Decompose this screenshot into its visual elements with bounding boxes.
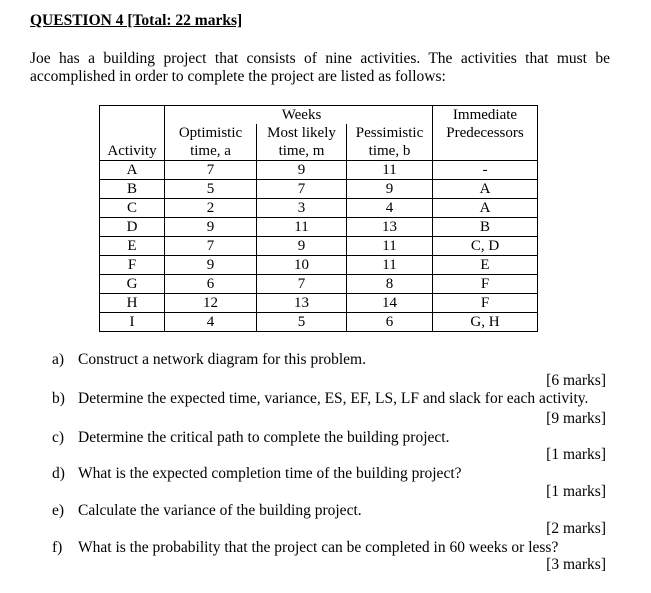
question-a <box>52 351 366 369</box>
optimistic-cell: 7 <box>165 161 257 180</box>
table-row <box>100 161 538 180</box>
question-d-marks: [1 marks] <box>546 483 606 500</box>
weeks-header-blank-right <box>347 106 433 125</box>
question-f-marks: [3 marks] <box>546 556 606 573</box>
pessimistic-header-2 <box>347 142 433 161</box>
immediate-header: Immediate <box>433 106 538 125</box>
weeks-header-blank-left <box>165 106 257 125</box>
pessimistic-cell: 11 <box>347 161 433 180</box>
predecessor-cell: F <box>433 294 538 313</box>
table-row <box>100 218 538 237</box>
question-e-marks: [2 marks] <box>546 520 606 537</box>
activity-cell: B <box>100 180 165 199</box>
pessimistic-cell: 11 <box>347 237 433 256</box>
most-likely-header-2-text: time, m <box>278 143 325 159</box>
optimistic-cell: 6 <box>165 275 257 294</box>
predecessor-cell: F <box>433 275 538 294</box>
most-likely-cell: 7 <box>257 180 347 199</box>
optimistic-cell: 7 <box>165 237 257 256</box>
most-likely-cell: 9 <box>257 161 347 180</box>
activity-cell: H <box>100 294 165 313</box>
pessimistic-header-1: Pessimistic <box>347 124 433 142</box>
most-likely-cell: 7 <box>257 275 347 294</box>
pessimistic-cell: 4 <box>347 199 433 218</box>
activity-cell: I <box>100 313 165 332</box>
question-text: Determine the critical path to complete the building project. <box>78 429 450 446</box>
pessimistic-header-2-text: time, b <box>368 143 411 159</box>
optimistic-cell: 9 <box>165 256 257 275</box>
predecessor-cell: A <box>433 180 538 199</box>
question-text: Determine the expected time, variance, ES, EF, LS, LF and slack for each activity. <box>78 390 589 407</box>
question-e <box>52 502 362 520</box>
pessimistic-cell: 9 <box>347 180 433 199</box>
activity-cell: E <box>100 237 165 256</box>
most-likely-cell: 9 <box>257 237 347 256</box>
predecessor-cell: - <box>433 161 538 180</box>
activity-cell: A <box>100 161 165 180</box>
optimistic-header-2 <box>165 142 257 161</box>
pessimistic-cell: 11 <box>347 256 433 275</box>
question-f <box>52 539 558 557</box>
intro-paragraph: Joe has a building project that consists of nine activities. The activities that must be accomplished in order to complete the project are listed as follows: <box>30 50 610 85</box>
question-label: f) <box>52 539 63 556</box>
activity-cell: C <box>100 199 165 218</box>
activity-cell: F <box>100 256 165 275</box>
table-row <box>100 294 538 313</box>
table-row <box>100 256 538 275</box>
most-likely-header-2 <box>257 142 347 161</box>
predecessor-cell: G, H <box>433 313 538 332</box>
question-text: Calculate the variance of the building project. <box>78 502 362 519</box>
table-row <box>100 237 538 256</box>
activity-cell: D <box>100 218 165 237</box>
predecessor-cell: B <box>433 218 538 237</box>
predecessor-cell: A <box>433 199 538 218</box>
question-label: d) <box>52 465 65 482</box>
weeks-header: Weeks <box>257 106 347 125</box>
question-a-marks: [6 marks] <box>546 372 606 389</box>
activity-header-blank <box>100 106 165 125</box>
activity-cell: G <box>100 275 165 294</box>
table-row <box>100 275 538 294</box>
activity-table <box>99 105 538 332</box>
question-label: c) <box>52 429 65 446</box>
question-b <box>52 390 588 408</box>
optimistic-cell: 2 <box>165 199 257 218</box>
predecessor-cell: E <box>433 256 538 275</box>
question-c-marks: [1 marks] <box>546 446 606 463</box>
optimistic-cell: 5 <box>165 180 257 199</box>
table-row <box>100 180 538 199</box>
most-likely-cell: 11 <box>257 218 347 237</box>
predecessor-cell: C, D <box>433 237 538 256</box>
pessimistic-cell: 14 <box>347 294 433 313</box>
activity-header-blank-2 <box>100 124 165 142</box>
optimistic-cell: 4 <box>165 313 257 332</box>
predecessors-header: Predecessors <box>433 124 538 142</box>
question-label: e) <box>52 502 65 519</box>
pessimistic-cell: 6 <box>347 313 433 332</box>
question-text: What is the probability that the project can be completed in 60 weeks or less? <box>78 539 559 556</box>
question-b-marks: [9 marks] <box>546 410 606 427</box>
most-likely-cell: 13 <box>257 294 347 313</box>
most-likely-cell: 5 <box>257 313 347 332</box>
question-text: Construct a network diagram for this problem. <box>78 351 366 368</box>
question-c <box>52 429 449 447</box>
activity-header: Activity <box>100 142 165 161</box>
optimistic-header-2-text: time, a <box>190 143 231 159</box>
most-likely-header-1: Most likely <box>257 124 347 142</box>
table-row <box>100 199 538 218</box>
question-heading: QUESTION 4 [Total: 22 marks] <box>30 12 243 29</box>
optimistic-header-1: Optimistic <box>165 124 257 142</box>
table-row <box>100 313 538 332</box>
question-d <box>52 465 462 483</box>
question-label: b) <box>52 390 65 407</box>
optimistic-cell: 9 <box>165 218 257 237</box>
most-likely-cell: 3 <box>257 199 347 218</box>
question-text: What is the expected completion time of the building project? <box>78 465 462 482</box>
question-label: a) <box>52 351 65 368</box>
most-likely-cell: 10 <box>257 256 347 275</box>
optimistic-cell: 12 <box>165 294 257 313</box>
pessimistic-cell: 13 <box>347 218 433 237</box>
predecessors-header-blank <box>433 142 538 161</box>
pessimistic-cell: 8 <box>347 275 433 294</box>
